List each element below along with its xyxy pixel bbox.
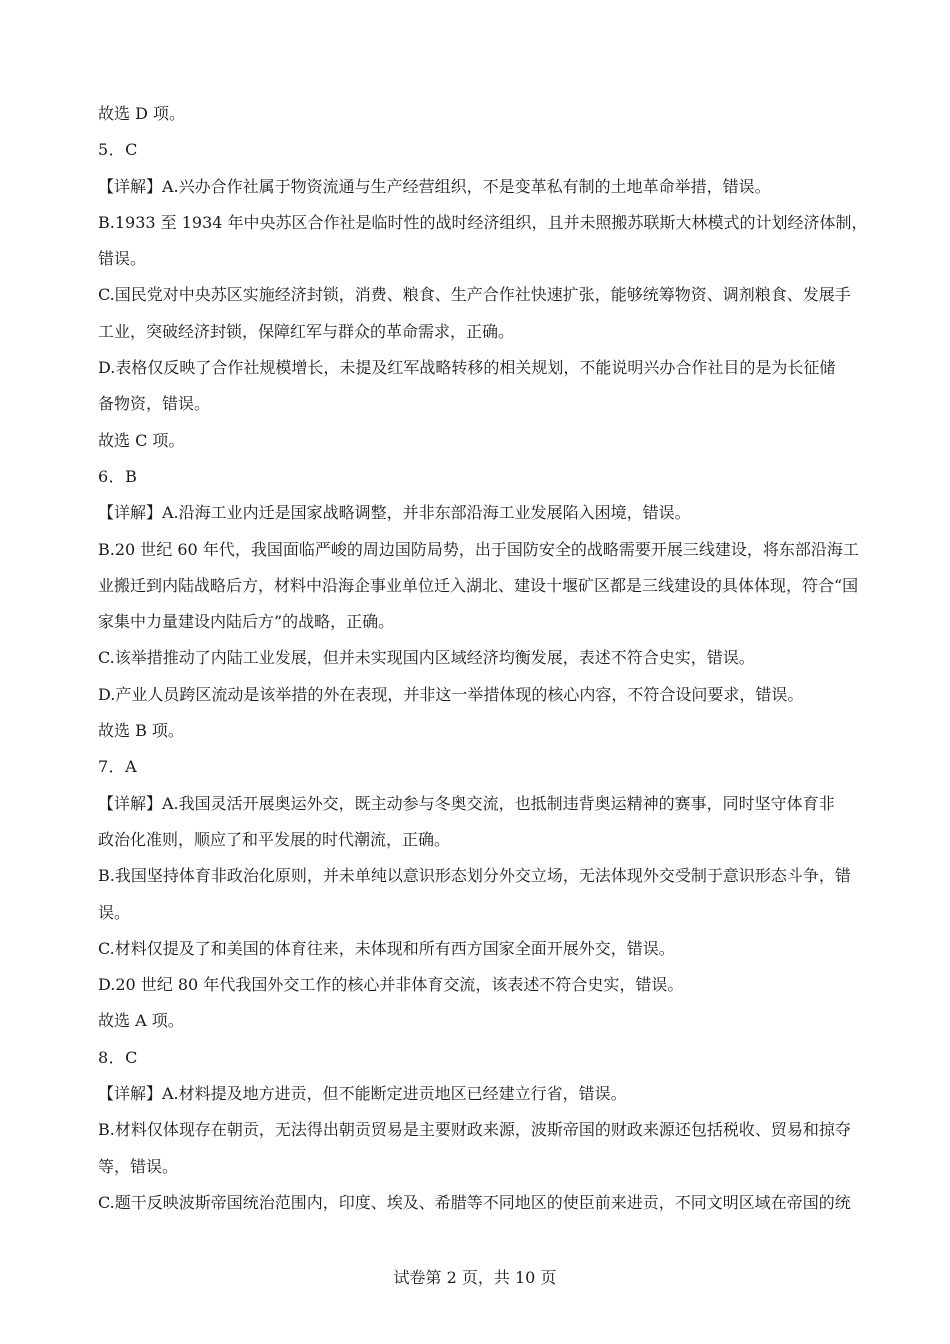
text-line: D.20 世纪 80 年代我国外交工作的核心并非体育交流，该表述不符合史实，错误。 xyxy=(98,975,684,995)
text-line: B.材料仅体现存在朝贡，无法得出朝贡贸易是主要财政来源，波斯帝国的财政来源还包括税收、贸易和掠夺 xyxy=(98,1120,851,1140)
question-number: 5．C xyxy=(98,140,138,160)
text-line: 工业，突破经济封锁，保障红军与群众的革命需求，正确。 xyxy=(98,321,515,341)
question-number: 8．C xyxy=(98,1047,138,1067)
text-line: 故选 B 项。 xyxy=(98,721,184,741)
text-line: D.产业人员跨区流动是该举措的外在表现，并非这一举措体现的核心内容，不符合设问要求，错误。 xyxy=(98,684,804,704)
text-line: B.1933 至 1934 年中央苏区合作社是临时性的战时经济组织，且并未照搬苏联斯大林模式的计划经济体制， xyxy=(98,212,868,232)
question-number: 6．B xyxy=(98,466,138,486)
page-footer: 试卷第 2 页，共 10 页 xyxy=(393,1268,557,1287)
answer-explanations xyxy=(98,96,868,1221)
text-line: B.20 世纪 60 年代，我国面临严峻的周边国防局势，出于国防安全的战略需要开展三线建设，将东部沿海工 xyxy=(98,539,859,559)
text-line: 故选 A 项。 xyxy=(98,1011,184,1031)
text-line: 误。 xyxy=(98,902,131,922)
text-line: 故选 D 项。 xyxy=(98,104,186,123)
text-line: C.国民党对中央苏区实施经济封锁，消费、粮食、生产合作社快速扩张，能够统筹物资、调剂粮食、发展手 xyxy=(98,285,851,305)
text-line: 业搬迁到内陆战略后方，材料中沿海企事业单位迁入湖北、建设十堰矿区都是三线建设的具体体现，符合“国 xyxy=(98,575,859,595)
text-line: C.材料仅提及了和美国的体育往来，未体现和所有西方国家全面开展外交，错误。 xyxy=(98,938,675,958)
text-line: B.我国坚持体育非政治化原则，并未单纯以意识形态划分外交立场，无法体现外交受制于意识形态斗争，错 xyxy=(98,866,851,886)
text-line: 政治化准则，顺应了和平发展的时代潮流，正确。 xyxy=(98,829,451,849)
text-line: 家集中力量建设内陆后方”的战略，正确。 xyxy=(98,612,395,632)
text-line: 备物资，错误。 xyxy=(98,394,211,414)
question-number: 7．A xyxy=(98,757,138,777)
text-line: 故选 C 项。 xyxy=(98,430,185,450)
text-line: 【详解】A.我国灵活开展奥运外交，既主动参与冬奥交流，也抵制违背奥运精神的赛事，同时坚守体育非 xyxy=(98,793,835,813)
text-line: 【详解】A.沿海工业内迁是国家战略调整，并非东部沿海工业发展陷入困境，错误。 xyxy=(98,503,691,523)
text-line: 错误。 xyxy=(98,249,147,269)
text-line: D.表格仅反映了合作社规模增长，未提及红军战略转移的相关规划，不能说明兴办合作社目的是为长征储 xyxy=(98,358,836,378)
text-line: 【详解】A.兴办合作社属于物资流通与生产经营组织，不是变革私有制的土地革命举措，错误。 xyxy=(98,176,771,196)
text-line: C.该举措推动了内陆工业发展，但并未实现国内区域经济均衡发展，表述不符合史实，错误。 xyxy=(98,648,755,668)
text-line: C.题干反映波斯帝国统治范围内，印度、埃及、希腊等不同地区的使臣前来进贡，不同文明区域在帝国的统 xyxy=(98,1192,851,1212)
text-line: 【详解】A.材料提及地方进贡，但不能断定进贡地区已经建立行省，错误。 xyxy=(98,1084,627,1104)
text-line: 等，错误。 xyxy=(98,1156,179,1176)
